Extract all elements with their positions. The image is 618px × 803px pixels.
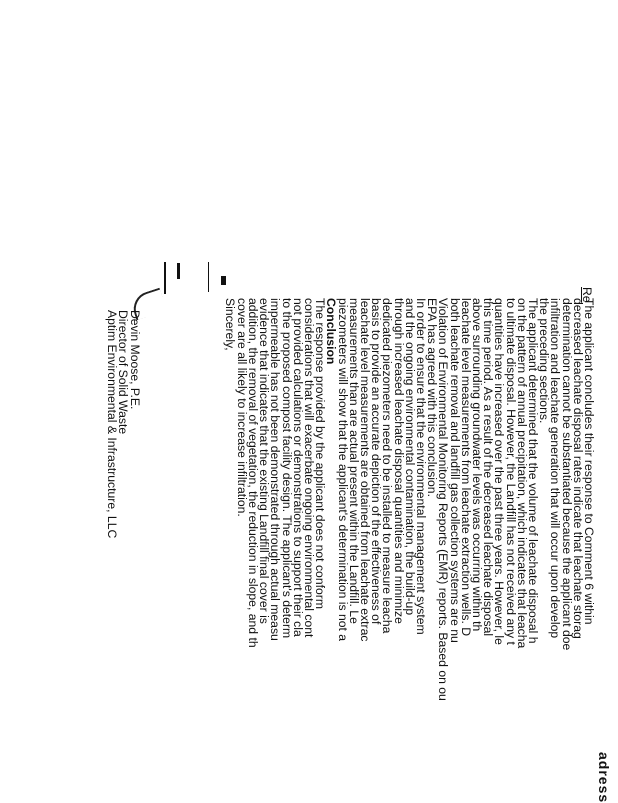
text-line: on the pattern of annual precipitation, which indicates that leacha xyxy=(514,298,529,649)
text-line: cover are all likely to increase infiltration. xyxy=(234,298,249,517)
text-line: above surrounding groundwater levels was occurring within th xyxy=(469,298,484,632)
text-line: to the proposed compost facility design. The applicant's determ xyxy=(279,298,294,639)
text-line: considerations that will exacerbate ongoing environmental cont xyxy=(301,298,316,638)
signature-stroke xyxy=(164,262,166,294)
signature-stroke xyxy=(208,262,209,292)
signature-block xyxy=(105,310,140,538)
signer-title: Director of Solid Waste xyxy=(116,310,131,435)
signer-name: Devin Moose, P.E. xyxy=(128,310,142,410)
text-line: Violation of Environmental Monitoring Reports (EMR) reports. Based on ou xyxy=(436,298,451,701)
text-line: the preceding sections. xyxy=(537,298,552,424)
text-line: impermeable has not been demonstrated through actual measu xyxy=(268,298,283,641)
text-line: and the ongoing environmental contamination, the build-up xyxy=(402,298,417,616)
text-line: addition, the removal of vegetation, the reduction in slope, and th xyxy=(245,298,260,648)
text-line: dedicated piezometers need to be installed to measure leacha xyxy=(380,298,395,634)
text-line: this time period. As a result of the decreased leachate disposal xyxy=(481,298,496,637)
text-line: The response provided by the applicant does not conform xyxy=(313,298,328,609)
signer-company: Aptim Environmental & Infrastructure, LLC xyxy=(104,310,119,539)
text-line: The applicant determined that the volume of leachate disposal h xyxy=(525,298,540,644)
closing-text: Sincerely, xyxy=(223,298,238,351)
text-line: decreased leachate disposal rates indicate that leachate storag xyxy=(570,298,585,639)
text-line: through increased leachate disposal quantities and minimize xyxy=(391,298,406,624)
text-line: basis to provide an accurate depiction of the effectiveness of xyxy=(369,298,384,625)
header-word: adress xyxy=(596,752,612,803)
text-line: The applicant concludes their response to Comment 6 within xyxy=(582,298,596,625)
text-line: In order to ensure that the environmental management system xyxy=(413,298,428,635)
text-line: piezometers will show that the applicant's determination is not a xyxy=(335,298,350,642)
text-line: leachate level measurements are obtained from leachate extrac xyxy=(357,298,372,642)
text-line: measurements than are actual present within the Landfill. Le xyxy=(346,298,361,624)
reference-label: Re xyxy=(580,287,594,303)
text-line: EPA has agreed with this conclusion. xyxy=(425,298,440,497)
signature-stroke xyxy=(177,263,180,279)
text-line: to ultimate disposal. However, the Landfill has not received any t xyxy=(503,298,518,645)
body-text xyxy=(224,298,594,701)
conclusion-heading: Conclusion xyxy=(324,298,339,365)
text-line: leachate level measurements from leachate extraction wells. D xyxy=(458,298,473,637)
text-line: infiltration and leachate generation that will occur upon develop xyxy=(548,298,563,639)
signature-stroke xyxy=(221,276,226,285)
text-line: determination cannot be substantiated because the applicant doe xyxy=(559,298,574,651)
text-line: not provided calculations or demonstrations to support their cla xyxy=(290,298,305,637)
text-line: evidence that indicates that the existing Landfill final cover is xyxy=(257,298,272,624)
text-line: both leachate removal and landfill gas collection systems are nu xyxy=(447,298,462,643)
text-line: quantities have increased over the past three years. However, le xyxy=(492,298,507,645)
